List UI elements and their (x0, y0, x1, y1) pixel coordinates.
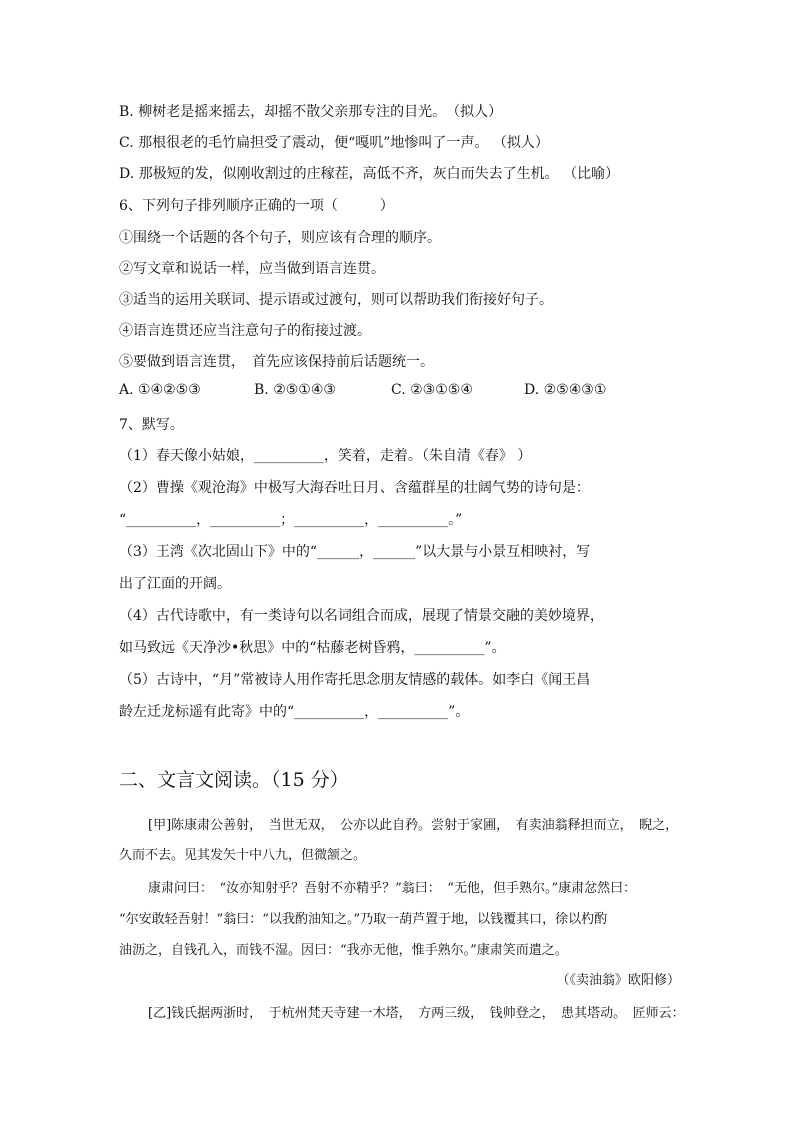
passage-source: （《卖油翁》欧阳修） (556, 973, 680, 988)
question-7-stem: 7、默写。 (119, 417, 184, 433)
q7-item-1: （1）春天像小姑娘，__________，笑着，走着。（朱自清《春》 ） (119, 448, 532, 464)
q7-item-2-blanks: “__________，__________；__________，__________。” (119, 512, 463, 528)
q7-item-4: （4）古代诗歌中，有一类诗句以名词组合而成，展现了情景交融的美妙境界， (119, 608, 604, 624)
q7-item-5: （5）古诗中，“月”常被诗人用作寄托思念朋友情感的载体。如李白《闻王昌 (119, 672, 591, 688)
q7-item-5-cont: 龄左迁龙标遥有此寄》中的“__________，__________”。 (119, 704, 470, 720)
q6-option-c: C. ②③①⑤④ (391, 382, 473, 398)
passage-jia-line-1: [甲]陈康肃公善射， 当世无双， 公亦以此自矜。尝射于家圃， 有卖油翁释担而立， 睨之， (148, 818, 679, 833)
q7-item-2: （2）曹操《观沧海》中极写大海吞吐日月、含蕴群星的壮阔气势的诗句是： (119, 480, 590, 496)
option-c: C. 那根很老的毛竹扁担受了震动，便“嘎叽”地惨叫了一声。 （拟人） (119, 135, 549, 151)
option-b: B. 柳树老是摇来摇去，却摇不散父亲那专注的目光。 （拟人） (119, 104, 503, 120)
sentence-5: ⑤要做到语言连贯， 首先应该保持前后话题统一。 (119, 354, 434, 370)
q7-item-3: （3）王湾《次北固山下》中的“______，______”以大景与小景互相映衬，写 (119, 544, 591, 560)
passage-jia-line-2: 久而不去。见其发矢十中八九，但微颔之。 (119, 848, 367, 863)
q6-option-a: A. ①④②⑤③ (119, 382, 201, 398)
question-6-stem: 6、下列句子排列顺序正确的一项（ ） (119, 198, 394, 214)
option-d: D. 那极短的发，似刚收割过的庄稼茬，高低不齐，灰白而失去了生机。 （比喻） (119, 166, 620, 182)
sentence-4: ④语言连贯还应当注意句子的衔接过渡。 (119, 323, 371, 339)
section-2-title: 二、文言文阅读。（15 分） (119, 769, 349, 791)
q7-item-4-cont: 如马致远《天净沙•秋思》中的“枯藤老树昏鸦，__________”。 (119, 640, 506, 656)
sentence-2: ②写文章和说话一样，应当做到语言连贯。 (119, 261, 385, 277)
sentence-3: ③适当的运用关联词、提示语或过渡句，则可以帮助我们衔接好句子。 (119, 292, 553, 308)
passage-jia-line-5: 油沥之，自钱孔入，而钱不湿。因曰：“我亦无他，惟手熟尔。”康肃笑而遣之。 (119, 943, 568, 958)
q7-item-3-cont: 出了江面的开阔。 (119, 576, 231, 592)
q6-option-b: B. ②⑤①④③ (254, 382, 336, 398)
q6-option-d: D. ②⑤④③① (524, 382, 607, 398)
sentence-1: ①围绕一个话题的各个句子，则应该有合理的顺序。 (119, 230, 441, 246)
passage-yi-line-1: [乙]钱氏据两浙时， 于杭州梵天寺建一木塔， 方两三级， 钱帅登之， 患其塔动。 匠师云： (148, 1006, 685, 1021)
passage-jia-line-3: 康肃问曰： “汝亦知射乎？吾射不亦精乎？”翁曰： “无他，但手熟尔。”康肃忿然曰： (148, 881, 637, 896)
passage-jia-line-4: “尔安敢轻吾射！”翁曰：“以我酌油知之。”乃取一葫芦置于地，以钱覆其口，徐以杓酌 (119, 912, 608, 927)
